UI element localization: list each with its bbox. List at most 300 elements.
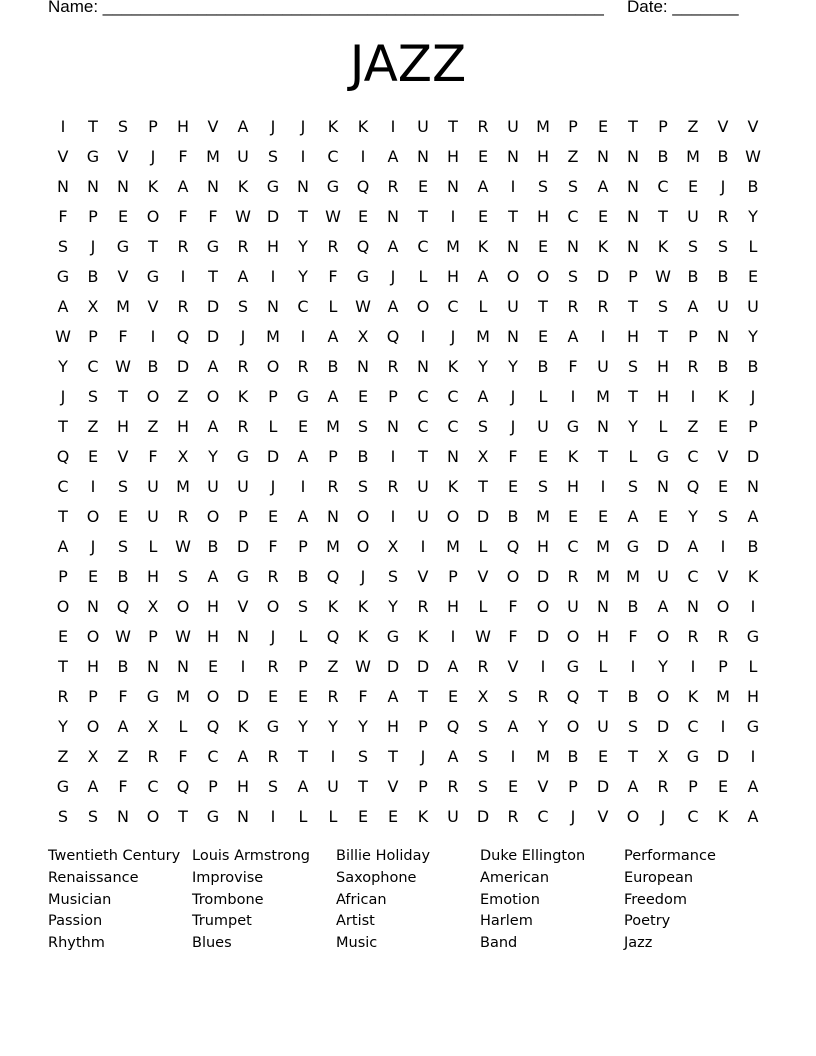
grid-letter: U — [447, 806, 459, 826]
grid-letter: L — [628, 446, 638, 466]
grid-letter: S — [357, 746, 369, 766]
grid-letter: R — [297, 356, 309, 376]
grid-letter: F — [178, 206, 188, 226]
grid-letter: W — [745, 146, 761, 166]
word-list-item: African — [336, 891, 387, 908]
grid-letter: C — [567, 206, 579, 226]
grid-letter: L — [478, 296, 488, 316]
grid-letter: F — [508, 626, 518, 646]
grid-letter: G — [746, 626, 760, 646]
grid-letter: U — [237, 146, 249, 166]
grid-letter: T — [448, 116, 458, 136]
grid-letter: A — [387, 146, 399, 166]
grid-letter: T — [208, 266, 218, 286]
grid-letter: L — [748, 656, 758, 676]
grid-letter: O — [536, 266, 550, 286]
word-list-item: Improvise — [192, 869, 264, 886]
grid-letter: G — [206, 806, 220, 826]
grid-letter: I — [720, 716, 726, 736]
grid-letter: K — [237, 386, 249, 406]
grid-letter: Q — [566, 686, 580, 706]
word-list-item: Duke Ellington — [480, 848, 586, 864]
grid-letter: X — [87, 296, 99, 316]
grid-letter: F — [628, 626, 638, 646]
grid-letter: H — [116, 416, 130, 436]
word-list-item: Band — [480, 935, 518, 952]
word-list-item: European — [624, 869, 694, 886]
grid-letter: D — [206, 326, 220, 346]
grid-letter: K — [147, 176, 159, 196]
grid-letter: S — [567, 176, 579, 196]
grid-letter: T — [418, 686, 428, 706]
grid-letter: I — [540, 656, 546, 676]
grid-letter: M — [446, 236, 460, 256]
grid-letter: H — [236, 776, 250, 796]
grid-letter: L — [478, 596, 488, 616]
grid-letter: X — [87, 746, 99, 766]
grid-letter: W — [475, 626, 491, 646]
grid-letter: Z — [687, 416, 699, 436]
grid-letter: K — [687, 686, 699, 706]
grid-letter: P — [238, 506, 248, 526]
grid-letter: C — [417, 386, 429, 406]
grid-letter: H — [386, 716, 400, 736]
grid-letter: P — [568, 116, 578, 136]
grid-letter: O — [146, 386, 160, 406]
grid-letter: T — [88, 116, 98, 136]
grid-letter: F — [148, 446, 158, 466]
grid-letter: O — [446, 506, 460, 526]
grid-letter: N — [327, 506, 339, 526]
grid-letter: J — [90, 536, 96, 556]
grid-letter: D — [746, 446, 760, 466]
grid-letter: I — [420, 536, 426, 556]
grid-letter: L — [658, 416, 668, 436]
grid-letter: R — [507, 806, 519, 826]
grid-letter: A — [207, 416, 219, 436]
grid-letter: N — [177, 656, 189, 676]
grid-letter: C — [537, 806, 549, 826]
grid-letter: G — [206, 236, 220, 256]
grid-letter: B — [507, 506, 519, 526]
grid-letter: M — [536, 506, 550, 526]
grid-letter: P — [88, 686, 98, 706]
grid-letter: L — [538, 386, 548, 406]
grid-letter: B — [537, 356, 549, 376]
grid-letter: U — [687, 206, 699, 226]
grid-letter: G — [56, 266, 70, 286]
grid-letter: D — [716, 746, 730, 766]
grid-letter: U — [147, 506, 159, 526]
grid-letter: R — [267, 566, 279, 586]
grid-letter: M — [116, 296, 130, 316]
grid-letter: E — [477, 146, 489, 166]
grid-letter: T — [178, 806, 188, 826]
grid-letter: F — [328, 266, 338, 286]
word-list-item: Performance — [624, 848, 716, 864]
grid-letter: B — [657, 146, 669, 166]
grid-letter: G — [746, 716, 760, 736]
grid-letter: V — [477, 566, 489, 586]
grid-letter: S — [627, 356, 639, 376]
grid-letter: G — [236, 446, 250, 466]
grid-letter: O — [566, 626, 580, 646]
grid-letter: R — [567, 296, 579, 316]
grid-letter: R — [177, 506, 189, 526]
grid-letter: E — [537, 326, 549, 346]
grid-letter: F — [178, 146, 188, 166]
grid-letter: N — [597, 416, 609, 436]
grid-letter: X — [477, 446, 489, 466]
grid-letter: E — [297, 416, 309, 436]
grid-letter: W — [175, 536, 191, 556]
grid-letter: G — [356, 266, 370, 286]
grid-letter: D — [656, 536, 670, 556]
grid-letter: J — [660, 806, 666, 826]
word-list-item: Billie Holiday — [336, 848, 431, 864]
grid-letter: C — [417, 236, 429, 256]
grid-letter: S — [357, 416, 369, 436]
grid-letter: H — [656, 386, 670, 406]
grid-letter: P — [418, 716, 428, 736]
grid-letter: V — [207, 116, 219, 136]
grid-letter: N — [387, 416, 399, 436]
grid-letter: I — [690, 656, 696, 676]
header-line — [48, 0, 788, 19]
grid-letter: S — [537, 176, 549, 196]
grid-letter: C — [447, 386, 459, 406]
page-title: JAZZ — [349, 35, 467, 93]
grid-letter: J — [270, 626, 276, 646]
grid-letter: J — [360, 566, 366, 586]
grid-letter: I — [360, 146, 366, 166]
grid-letter: F — [118, 326, 128, 346]
grid-letter: Q — [686, 476, 700, 496]
grid-letter: A — [57, 296, 69, 316]
grid-letter: I — [750, 746, 756, 766]
grid-letter: P — [658, 116, 668, 136]
grid-letter: D — [236, 686, 250, 706]
word-list-item: Music — [336, 935, 378, 952]
grid-letter: D — [416, 656, 430, 676]
grid-letter: E — [447, 686, 459, 706]
grid-letter: E — [657, 506, 669, 526]
grid-letter: M — [596, 536, 610, 556]
grid-letter: H — [266, 236, 280, 256]
grid-letter: X — [357, 326, 369, 346]
grid-letter: F — [118, 686, 128, 706]
grid-letter: L — [178, 716, 188, 736]
grid-letter: R — [477, 656, 489, 676]
grid-letter: N — [567, 236, 579, 256]
grid-letter: I — [600, 476, 606, 496]
grid-letter: R — [147, 746, 159, 766]
grid-letter: G — [146, 686, 160, 706]
grid-letter: F — [508, 446, 518, 466]
grid-letter: D — [656, 716, 670, 736]
grid-letter: N — [417, 356, 429, 376]
grid-letter: F — [118, 776, 128, 796]
grid-letter: O — [266, 356, 280, 376]
grid-letter: K — [567, 446, 579, 466]
grid-letter: J — [750, 386, 756, 406]
grid-letter: Z — [177, 386, 189, 406]
grid-letter: W — [325, 206, 341, 226]
grid-letter: F — [58, 206, 68, 226]
grid-letter: M — [206, 146, 220, 166]
grid-letter: S — [297, 596, 309, 616]
grid-letter: J — [150, 146, 156, 166]
grid-letter: R — [327, 686, 339, 706]
grid-letter: D — [266, 446, 280, 466]
grid-letter: T — [628, 746, 638, 766]
grid-letter: J — [90, 236, 96, 256]
grid-letter: U — [657, 566, 669, 586]
grid-letter: K — [327, 596, 339, 616]
grid-letter: Y — [358, 716, 368, 736]
grid-letter: C — [447, 296, 459, 316]
name-field-label: Name: _____________________________________________________ — [48, 0, 604, 16]
grid-letter: Z — [87, 416, 99, 436]
grid-letter: T — [628, 116, 638, 136]
grid-letter: J — [240, 326, 246, 346]
grid-letter: L — [148, 536, 158, 556]
grid-letter: H — [176, 416, 190, 436]
grid-letter: P — [328, 446, 338, 466]
grid-letter: J — [270, 116, 276, 136]
grid-letter: T — [628, 386, 638, 406]
grid-letter: S — [627, 476, 639, 496]
grid-letter: W — [655, 266, 671, 286]
grid-letter: M — [266, 326, 280, 346]
grid-letter: F — [358, 686, 368, 706]
grid-letter: L — [328, 296, 338, 316]
grid-letter: P — [88, 206, 98, 226]
grid-letter: B — [87, 266, 99, 286]
grid-letter: T — [628, 296, 638, 316]
grid-letter: V — [507, 656, 519, 676]
grid-letter: E — [297, 686, 309, 706]
grid-letter: C — [147, 776, 159, 796]
word-list-item: Rhythm — [48, 935, 105, 952]
grid-letter: A — [237, 116, 249, 136]
grid-letter: F — [178, 746, 188, 766]
grid-letter: K — [237, 716, 249, 736]
grid-letter: Y — [748, 326, 758, 346]
grid-letter: M — [176, 476, 190, 496]
grid-letter: E — [597, 116, 609, 136]
grid-letter: N — [507, 326, 519, 346]
grid-letter: T — [598, 446, 608, 466]
grid-letter: A — [117, 716, 129, 736]
grid-letter: H — [536, 536, 550, 556]
grid-letter: R — [387, 476, 399, 496]
grid-letter: D — [596, 266, 610, 286]
grid-letter: N — [357, 356, 369, 376]
grid-letter: I — [90, 476, 96, 496]
grid-letter: B — [687, 266, 699, 286]
grid-letter: H — [746, 686, 760, 706]
grid-letter: A — [747, 806, 759, 826]
grid-letter: E — [87, 566, 99, 586]
grid-letter: M — [326, 416, 340, 436]
grid-letter: Y — [748, 206, 758, 226]
grid-letter: U — [747, 296, 759, 316]
grid-letter: V — [747, 116, 759, 136]
grid-letter: T — [598, 686, 608, 706]
grid-letter: H — [446, 146, 460, 166]
grid-letter: K — [747, 566, 759, 586]
grid-letter: R — [237, 416, 249, 436]
grid-letter: R — [597, 296, 609, 316]
grid-letter: T — [478, 476, 488, 496]
grid-letter: R — [387, 176, 399, 196]
grid-letter: N — [747, 476, 759, 496]
grid-letter: D — [206, 296, 220, 316]
grid-letter: H — [446, 266, 460, 286]
grid-letter: M — [476, 326, 490, 346]
grid-letter: O — [716, 596, 730, 616]
grid-letter: O — [506, 566, 520, 586]
grid-letter: D — [236, 536, 250, 556]
word-list-item: Harlem — [480, 913, 533, 930]
grid-letter: Y — [388, 596, 398, 616]
grid-letter: R — [417, 596, 429, 616]
grid-letter: G — [656, 446, 670, 466]
grid-letter: C — [687, 566, 699, 586]
grid-letter: U — [417, 476, 429, 496]
grid-letter: U — [507, 296, 519, 316]
grid-letter: D — [596, 776, 610, 796]
grid-letter: E — [537, 446, 549, 466]
grid-letter: K — [357, 116, 369, 136]
grid-letter: G — [266, 176, 280, 196]
grid-letter: K — [717, 386, 729, 406]
grid-letter: F — [568, 356, 578, 376]
grid-letter: P — [148, 626, 158, 646]
grid-letter: F — [508, 596, 518, 616]
grid-letter: L — [418, 266, 428, 286]
grid-letter: E — [357, 206, 369, 226]
grid-letter: V — [417, 566, 429, 586]
grid-letter: I — [510, 746, 516, 766]
grid-letter: B — [117, 566, 129, 586]
grid-letter: V — [117, 146, 129, 166]
grid-letter: K — [417, 806, 429, 826]
grid-letter: T — [658, 206, 668, 226]
grid-letter: N — [237, 626, 249, 646]
grid-letter: K — [717, 806, 729, 826]
grid-letter: O — [86, 716, 100, 736]
grid-letter: C — [327, 146, 339, 166]
grid-letter: O — [356, 506, 370, 526]
letter-grid — [48, 111, 768, 831]
grid-letter: P — [718, 656, 728, 676]
grid-letter: Q — [386, 326, 400, 346]
grid-letter: N — [147, 656, 159, 676]
grid-letter: O — [506, 266, 520, 286]
grid-letter: W — [175, 626, 191, 646]
grid-letter: R — [657, 776, 669, 796]
grid-letter: K — [357, 596, 369, 616]
grid-letter: N — [267, 296, 279, 316]
grid-letter: Q — [356, 236, 370, 256]
grid-letter: H — [206, 626, 220, 646]
word-list-item: Saxophone — [336, 869, 417, 886]
grid-letter: N — [597, 146, 609, 166]
grid-letter: I — [450, 206, 456, 226]
grid-letter: R — [567, 566, 579, 586]
grid-letter: R — [267, 656, 279, 676]
grid-letter: K — [417, 626, 429, 646]
grid-letter: M — [536, 116, 550, 136]
grid-letter: Y — [538, 716, 548, 736]
grid-letter: R — [687, 356, 699, 376]
grid-letter: M — [446, 536, 460, 556]
grid-letter: S — [477, 776, 489, 796]
grid-letter: B — [207, 536, 219, 556]
grid-letter: A — [177, 176, 189, 196]
grid-letter: S — [537, 476, 549, 496]
grid-letter: I — [390, 116, 396, 136]
grid-letter: L — [748, 236, 758, 256]
grid-letter: E — [717, 476, 729, 496]
grid-letter: N — [627, 236, 639, 256]
grid-letter: N — [87, 176, 99, 196]
grid-letter: K — [477, 236, 489, 256]
grid-letter: S — [477, 416, 489, 436]
grid-letter: R — [177, 296, 189, 316]
grid-letter: V — [537, 776, 549, 796]
word-list-item: Jazz — [624, 935, 653, 952]
grid-letter: E — [387, 806, 399, 826]
grid-letter: L — [328, 806, 338, 826]
grid-letter: S — [627, 716, 639, 736]
grid-letter: I — [150, 326, 156, 346]
grid-letter: B — [147, 356, 159, 376]
grid-letter: Q — [326, 566, 340, 586]
date-field-label: Date: _______ — [627, 0, 739, 16]
grid-letter: R — [327, 476, 339, 496]
grid-letter: E — [477, 206, 489, 226]
grid-letter: U — [207, 476, 219, 496]
word-list-item: Passion — [48, 913, 103, 930]
grid-letter: V — [387, 776, 399, 796]
grid-letter: A — [297, 446, 309, 466]
grid-letter: P — [628, 266, 638, 286]
grid-letter: D — [536, 626, 550, 646]
grid-letter: C — [657, 176, 669, 196]
grid-letter: K — [357, 626, 369, 646]
grid-letter: S — [117, 476, 129, 496]
grid-letter: A — [207, 356, 219, 376]
grid-letter: O — [206, 506, 220, 526]
grid-letter: S — [57, 806, 69, 826]
grid-letter: N — [87, 596, 99, 616]
grid-letter: X — [387, 536, 399, 556]
grid-letter: K — [327, 116, 339, 136]
grid-letter: L — [298, 626, 308, 646]
grid-letter: J — [300, 116, 306, 136]
grid-letter: G — [296, 386, 310, 406]
grid-letter: D — [266, 206, 280, 226]
grid-letter: D — [476, 806, 490, 826]
grid-letter: R — [537, 686, 549, 706]
grid-letter: N — [627, 146, 639, 166]
grid-letter: A — [387, 236, 399, 256]
grid-letter: I — [300, 326, 306, 346]
grid-letter: N — [447, 176, 459, 196]
